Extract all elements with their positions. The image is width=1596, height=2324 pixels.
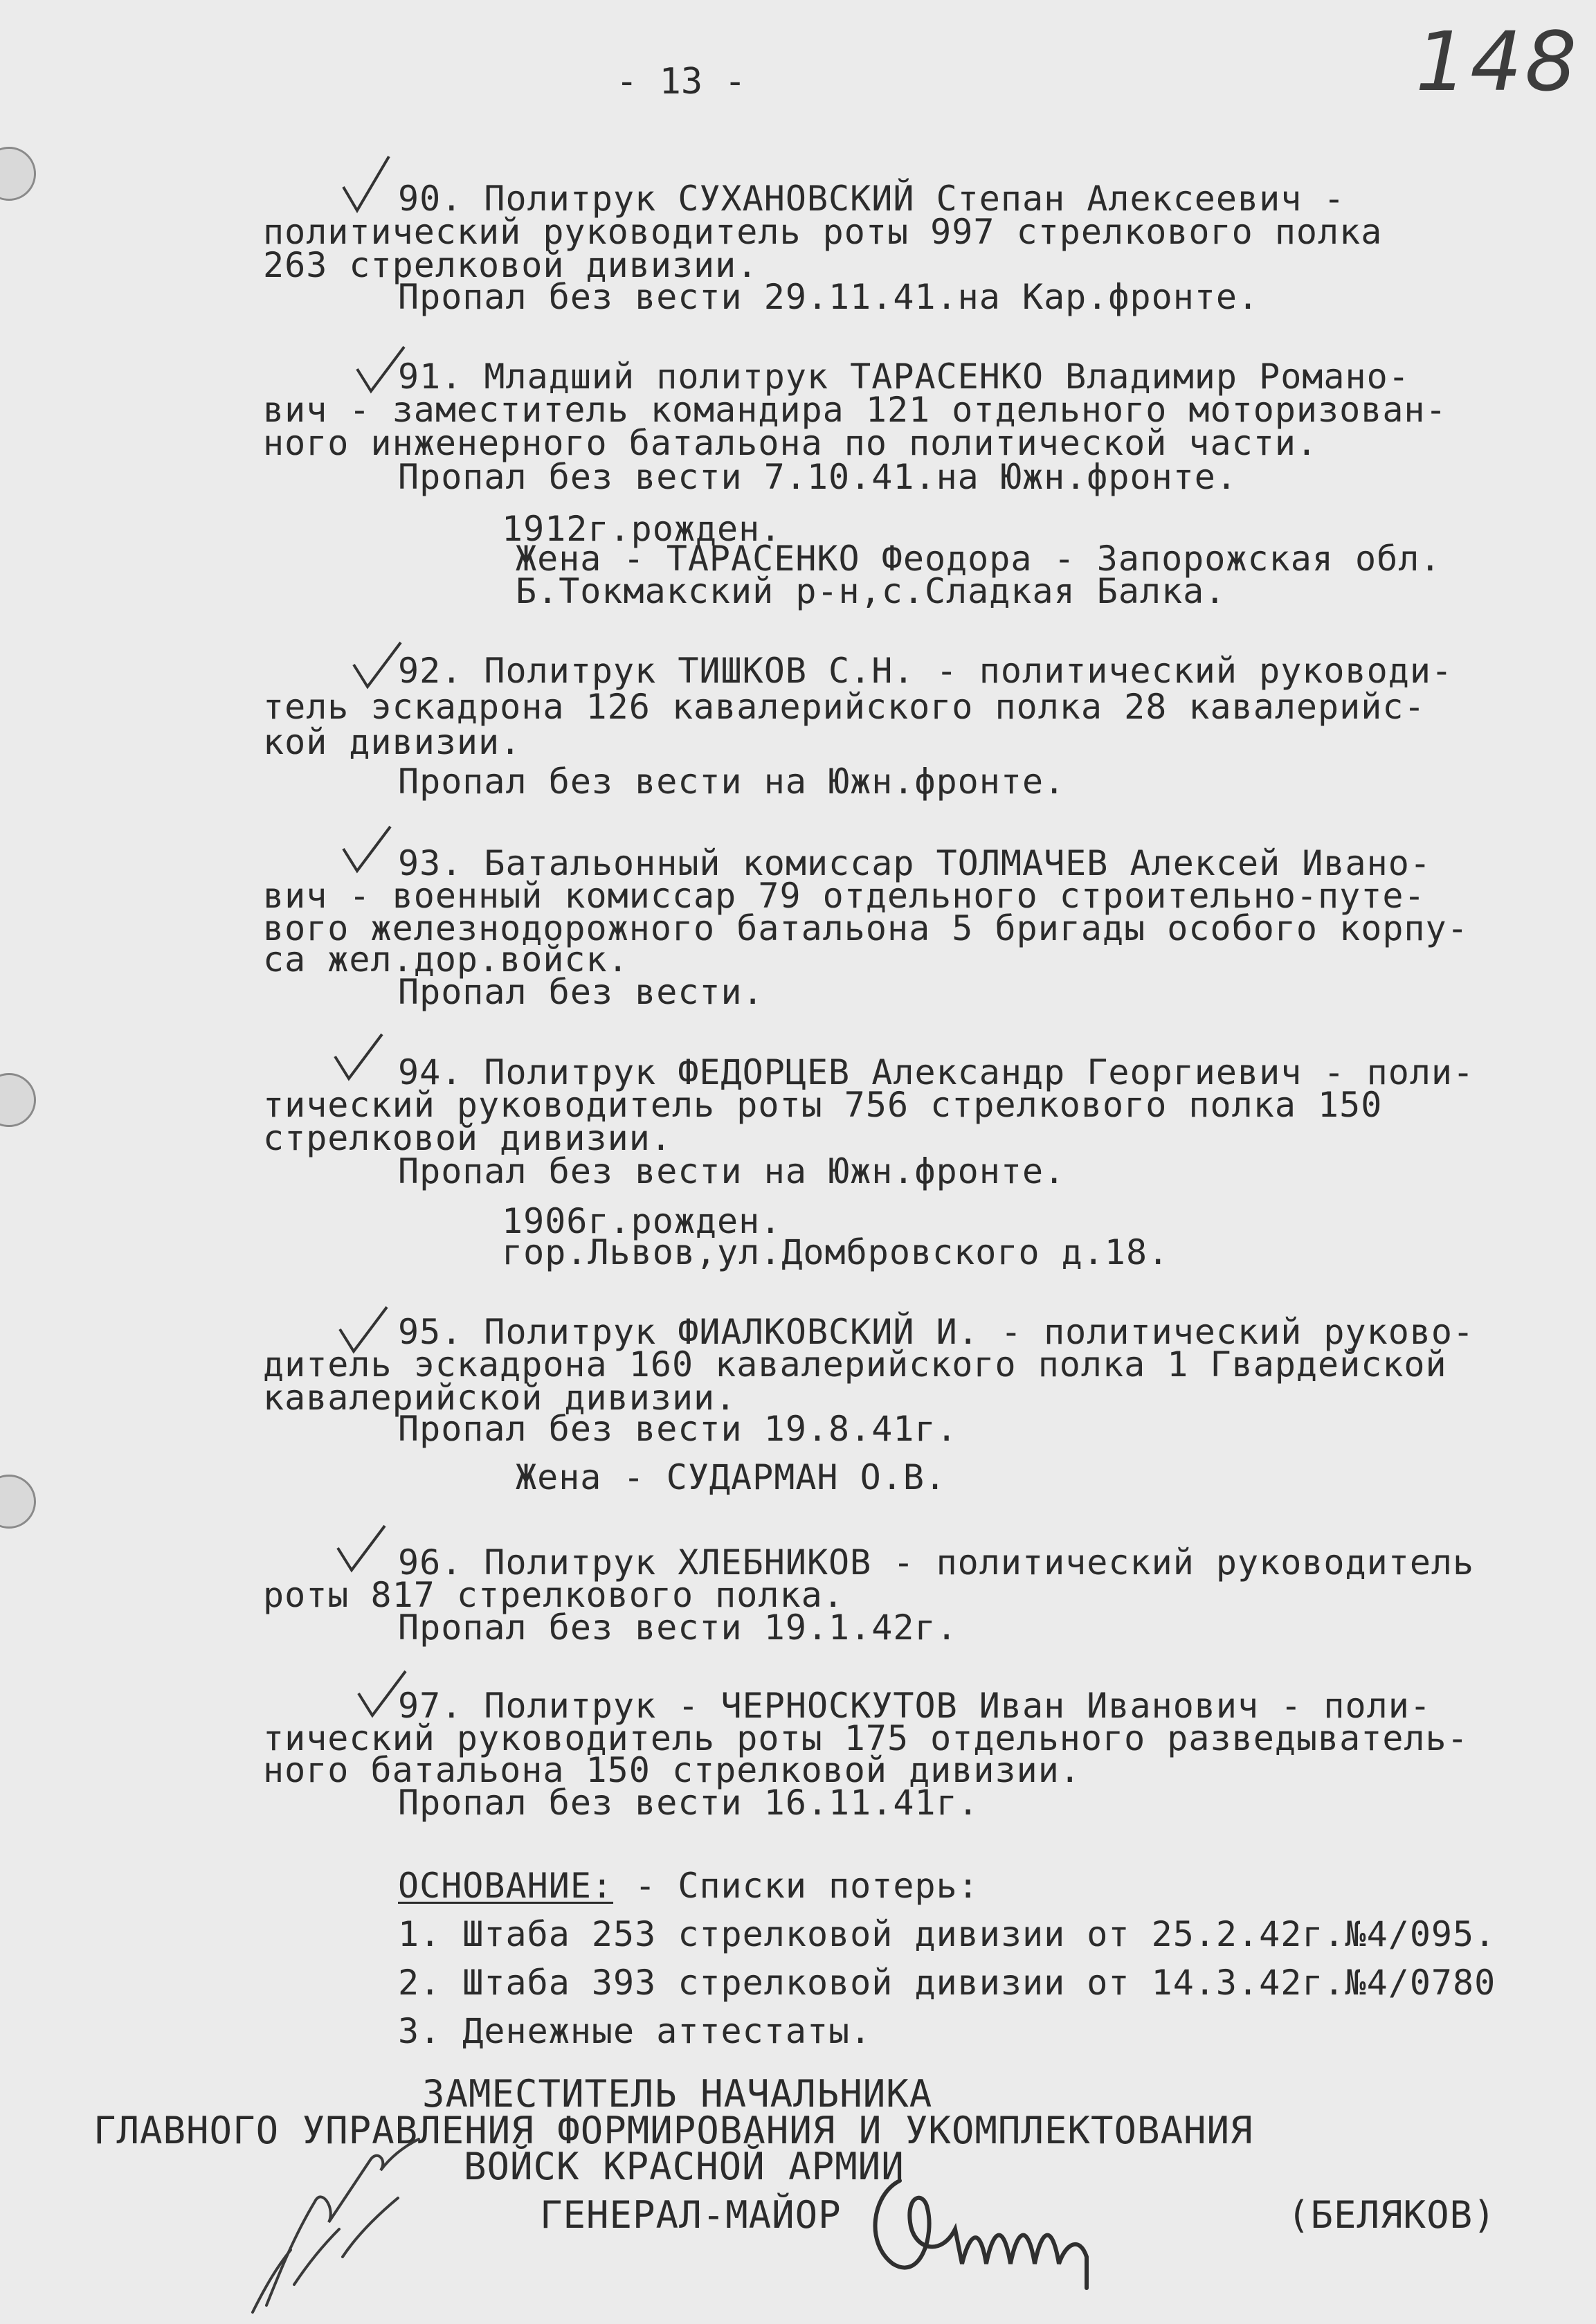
check-mark-icon	[339, 154, 395, 216]
entry-97-line: тический руководитель роты 175 отдельного разведыватель-	[263, 1718, 1469, 1758]
entry-94-note: 1906г.рожден.	[502, 1201, 782, 1241]
punch-hole	[0, 147, 36, 201]
signature-title-line3: ВОЙСК КРАСНОЙ АРМИИ	[464, 2145, 905, 2188]
entry-91-line: Пропал без вести 7.10.41.на Южн.фронте.	[398, 457, 1237, 497]
basis-item: 3. Денежные аттестаты.	[398, 2011, 872, 2051]
handwritten-margin-note	[239, 2118, 446, 2319]
entry-90-line: 263 стрелковой дивизии.	[263, 245, 759, 285]
entry-91-line: 91. Младший политрук ТАРАСЕНКО Владимир Романо-	[398, 357, 1410, 397]
entry-95-line: дитель эскадрона 160 кавалерийского полка 1 Гвардейской	[263, 1344, 1447, 1385]
entry-90-line: 90. Политрук СУХАНОВСКИЙ Степан Алексеевич -	[398, 179, 1345, 219]
entry-93-line: Пропал без вести.	[398, 972, 764, 1012]
entry-97-line: 97. Политрук - ЧЕРНОСКУТОВ Иван Иванович - поли-	[398, 1686, 1431, 1726]
entry-95-note: Жена - СУДАРМАН О.В.	[516, 1457, 947, 1497]
check-mark-icon	[350, 638, 405, 694]
basis-label: ОСНОВАНИЕ:	[398, 1866, 614, 1906]
entry-91-line: вич - заместитель командира 121 отдельного моторизован-	[263, 390, 1447, 430]
entry-94-note: гор.Львов,ул.Домбровского д.18.	[502, 1232, 1170, 1272]
entry-93-line: вич - военный комиссар 79 отдельного строительно-путе-	[263, 876, 1426, 916]
entry-92-line: кой дивизии.	[263, 722, 522, 762]
punch-hole	[0, 1475, 36, 1529]
entry-95-line: 95. Политрук ФИАЛКОВСКИЙ И. - политический руково-	[398, 1312, 1475, 1352]
entry-91-note: Б.Токмакский р-н,с.Сладкая Балка.	[516, 571, 1226, 611]
entry-91-line: ного инженерного батальона по политической части.	[263, 423, 1318, 463]
check-mark-icon	[334, 1522, 389, 1577]
signature-title-line1: ЗАМЕСТИТЕЛЬ НАЧАЛЬНИКА	[422, 2072, 933, 2116]
punch-hole	[0, 1073, 36, 1127]
check-mark-icon	[339, 822, 395, 878]
entry-90-line: политический руководитель роты 997 стрелкового полка	[263, 212, 1383, 252]
entry-96-line: 96. Политрук ХЛЕБНИКОВ - политический руководитель	[398, 1542, 1475, 1583]
signatory-name: (БЕЛЯКОВ)	[1287, 2193, 1496, 2237]
entry-94-line: тический руководитель роты 756 стрелкового полка 150	[263, 1085, 1383, 1125]
entry-91-note: Жена - ТАРАСЕНКО Феодора - Запорожская обл.	[516, 539, 1442, 579]
signature-title-line2: ГЛАВНОГО УПРАВЛЕНИЯ ФОРМИРОВАНИЯ И УКОМПЛЕКТОВАНИЯ	[93, 2109, 1253, 2152]
handwritten-signature	[858, 2153, 1114, 2291]
entry-96-line: роты 817 стрелкового полка.	[263, 1575, 844, 1615]
basis-item: 2. Штаба 393 стрелковой дивизии от 14.3.42г.№4/0780	[398, 1963, 1496, 2003]
entry-97-line: ного батальона 150 стрелковой дивизии.	[263, 1750, 1081, 1790]
entry-91-note: 1912г.рожден.	[502, 509, 782, 549]
entry-95-line: кавалерийской дивизии.	[263, 1378, 737, 1418]
signatory-rank: ГЕНЕРАЛ-МАЙОР	[540, 2193, 842, 2237]
entry-97-line: Пропал без вести 16.11.41г.	[398, 1783, 979, 1823]
entry-94-line: Пропал без вести на Южн.фронте.	[398, 1151, 1066, 1191]
entry-93-line: 93. Батальонный комиссар ТОЛМАЧЕВ Алексей Ивано-	[398, 843, 1431, 883]
entry-94-line: стрелковой дивизии.	[263, 1118, 672, 1158]
entry-90-line: Пропал без вести 29.11.41.на Кар.фронте.	[398, 277, 1260, 317]
entry-92-line: Пропал без вести на Южн.фронте.	[398, 762, 1066, 802]
entry-94-line: 94. Политрук ФЕДОРЦЕВ Александр Георгиевич - поли-	[398, 1052, 1475, 1092]
archive-sheet-number: 148	[1415, 14, 1580, 109]
entry-92-line: тель эскадрона 126 кавалерийского полка 28 кавалерийс-	[263, 687, 1426, 727]
entry-96-line: Пропал без вести 19.1.42г.	[398, 1607, 958, 1648]
entry-93-line: вого железнодорожного батальона 5 бригады особого корпу-	[263, 908, 1469, 948]
basis-intro: - Списки потерь:	[635, 1866, 979, 1906]
entry-93-line: са жел.дор.войск.	[263, 939, 629, 980]
page-number: - 13 -	[616, 61, 746, 102]
entry-95-line: Пропал без вести 19.8.41г.	[398, 1409, 958, 1449]
check-mark-icon	[331, 1030, 386, 1086]
basis-heading	[398, 1866, 979, 1906]
entry-92-line: 92. Политрук ТИШКОВ С.Н. - политический руководи-	[398, 651, 1453, 691]
basis-item: 1. Штаба 253 стрелковой дивизии от 25.2.42г.№4/095.	[398, 1914, 1496, 1954]
